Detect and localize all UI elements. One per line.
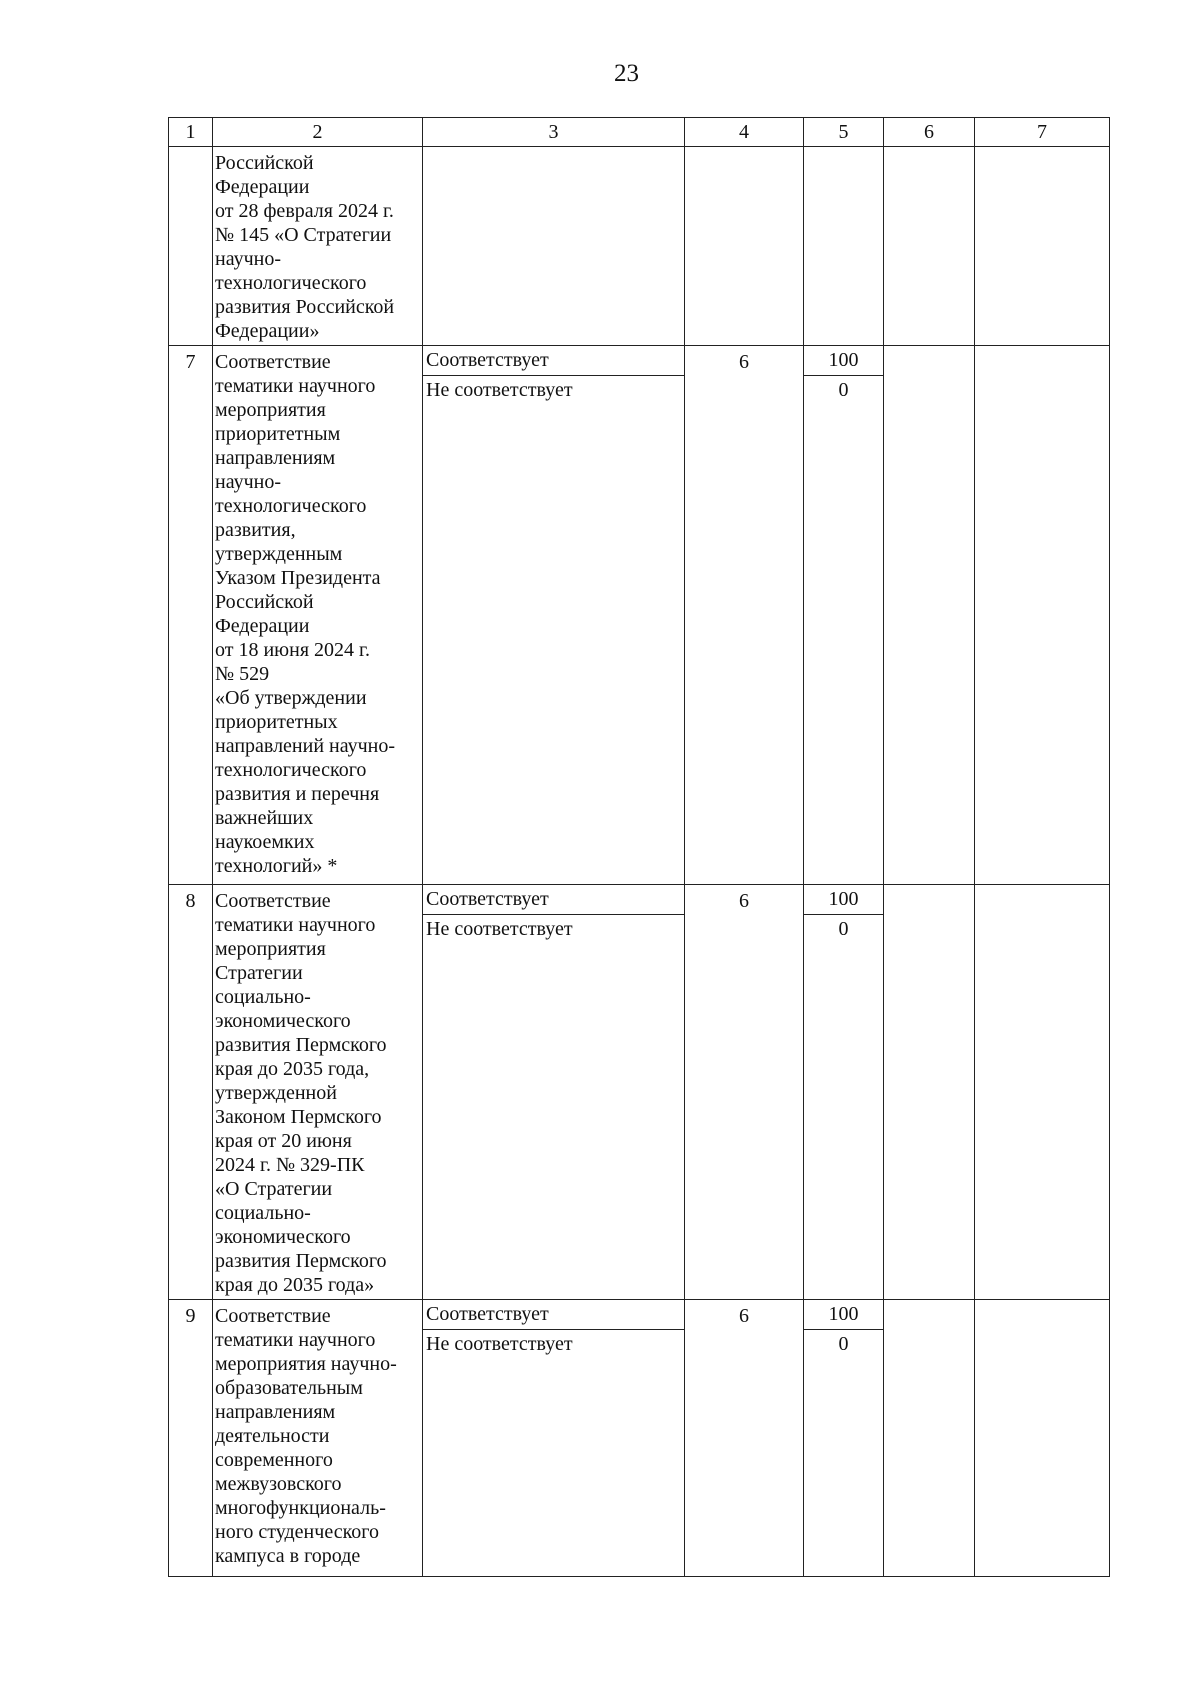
option-label: Соответствует bbox=[423, 1300, 684, 1330]
criterion-cell: Соответствие тематики научного мероприятия научно- образовательным направлениям деятельности современного межвузовского многофункциональ- ного студенческого кампуса в городе bbox=[213, 1300, 423, 1577]
options-cell bbox=[423, 346, 685, 885]
table-row bbox=[169, 885, 1110, 1300]
score-cell bbox=[804, 885, 884, 1300]
column-header: 4 bbox=[685, 118, 804, 147]
criterion-cell: Соответствие тематики научного мероприятия приоритетным направлениям научно- технологического развития, утвержденным Указом Президента Российской Федерации от 18 июня 2024 г. № 529 «Об утверждении приоритетных направлений научно- технологического развития и перечня важнейших наукоемких технологий» * bbox=[213, 346, 423, 885]
table-header-row bbox=[169, 118, 1110, 147]
weight-cell bbox=[685, 147, 804, 346]
column-header: 5 bbox=[804, 118, 884, 147]
row-number: 7 bbox=[169, 346, 213, 885]
table-row bbox=[169, 346, 1110, 885]
table-row-continuation bbox=[169, 147, 1110, 346]
col7-cell bbox=[975, 346, 1110, 885]
criterion-cell: Российской Федерации от 28 февраля 2024 г. № 145 «О Стратегии научно- технологического развития Российской Федерации» bbox=[213, 147, 423, 346]
option-label: Соответствует bbox=[423, 885, 684, 915]
col7-cell bbox=[975, 1300, 1110, 1577]
criterion-cell: Соответствие тематики научного мероприятия Стратегии социально- экономического развития Пермского края до 2035 года, утвержденной Законом Пермского края от 20 июня 2024 г. № 329-ПК «О Стратегии социально- экономического развития Пермского края до 2035 года» bbox=[213, 885, 423, 1300]
weight-cell: 6 bbox=[685, 1300, 804, 1577]
score-value: 100 bbox=[804, 885, 883, 915]
score-cell bbox=[804, 147, 884, 346]
row-number: 9 bbox=[169, 1300, 213, 1577]
col7-cell bbox=[975, 147, 1110, 346]
option-label: Не соответствует bbox=[426, 379, 573, 401]
weight-cell: 6 bbox=[685, 885, 804, 1300]
score-value: 0 bbox=[838, 1333, 849, 1355]
col6-cell bbox=[884, 147, 975, 346]
column-header: 2 bbox=[213, 118, 423, 147]
column-header: 7 bbox=[975, 118, 1110, 147]
col6-cell bbox=[884, 885, 975, 1300]
option-label: Соответствует bbox=[423, 346, 684, 376]
score-cell bbox=[804, 1300, 884, 1577]
weight-cell: 6 bbox=[685, 346, 804, 885]
table-row bbox=[169, 1300, 1110, 1577]
score-value: 100 bbox=[804, 346, 883, 376]
row-number-cell bbox=[169, 147, 213, 346]
col6-cell bbox=[884, 1300, 975, 1577]
score-value: 100 bbox=[804, 1300, 883, 1330]
score-value: 0 bbox=[838, 379, 849, 401]
criteria-table bbox=[168, 117, 1110, 1577]
column-header: 3 bbox=[423, 118, 685, 147]
page-number: 23 bbox=[614, 60, 639, 87]
column-header: 1 bbox=[169, 118, 213, 147]
score-cell bbox=[804, 346, 884, 885]
option-label: Не соответствует bbox=[426, 1333, 573, 1355]
col7-cell bbox=[975, 885, 1110, 1300]
score-value: 0 bbox=[838, 918, 849, 940]
options-cell bbox=[423, 885, 685, 1300]
options-cell bbox=[423, 1300, 685, 1577]
row-number: 8 bbox=[169, 885, 213, 1300]
column-header: 6 bbox=[884, 118, 975, 147]
options-cell bbox=[423, 147, 685, 346]
col6-cell bbox=[884, 346, 975, 885]
option-label: Не соответствует bbox=[426, 918, 573, 940]
